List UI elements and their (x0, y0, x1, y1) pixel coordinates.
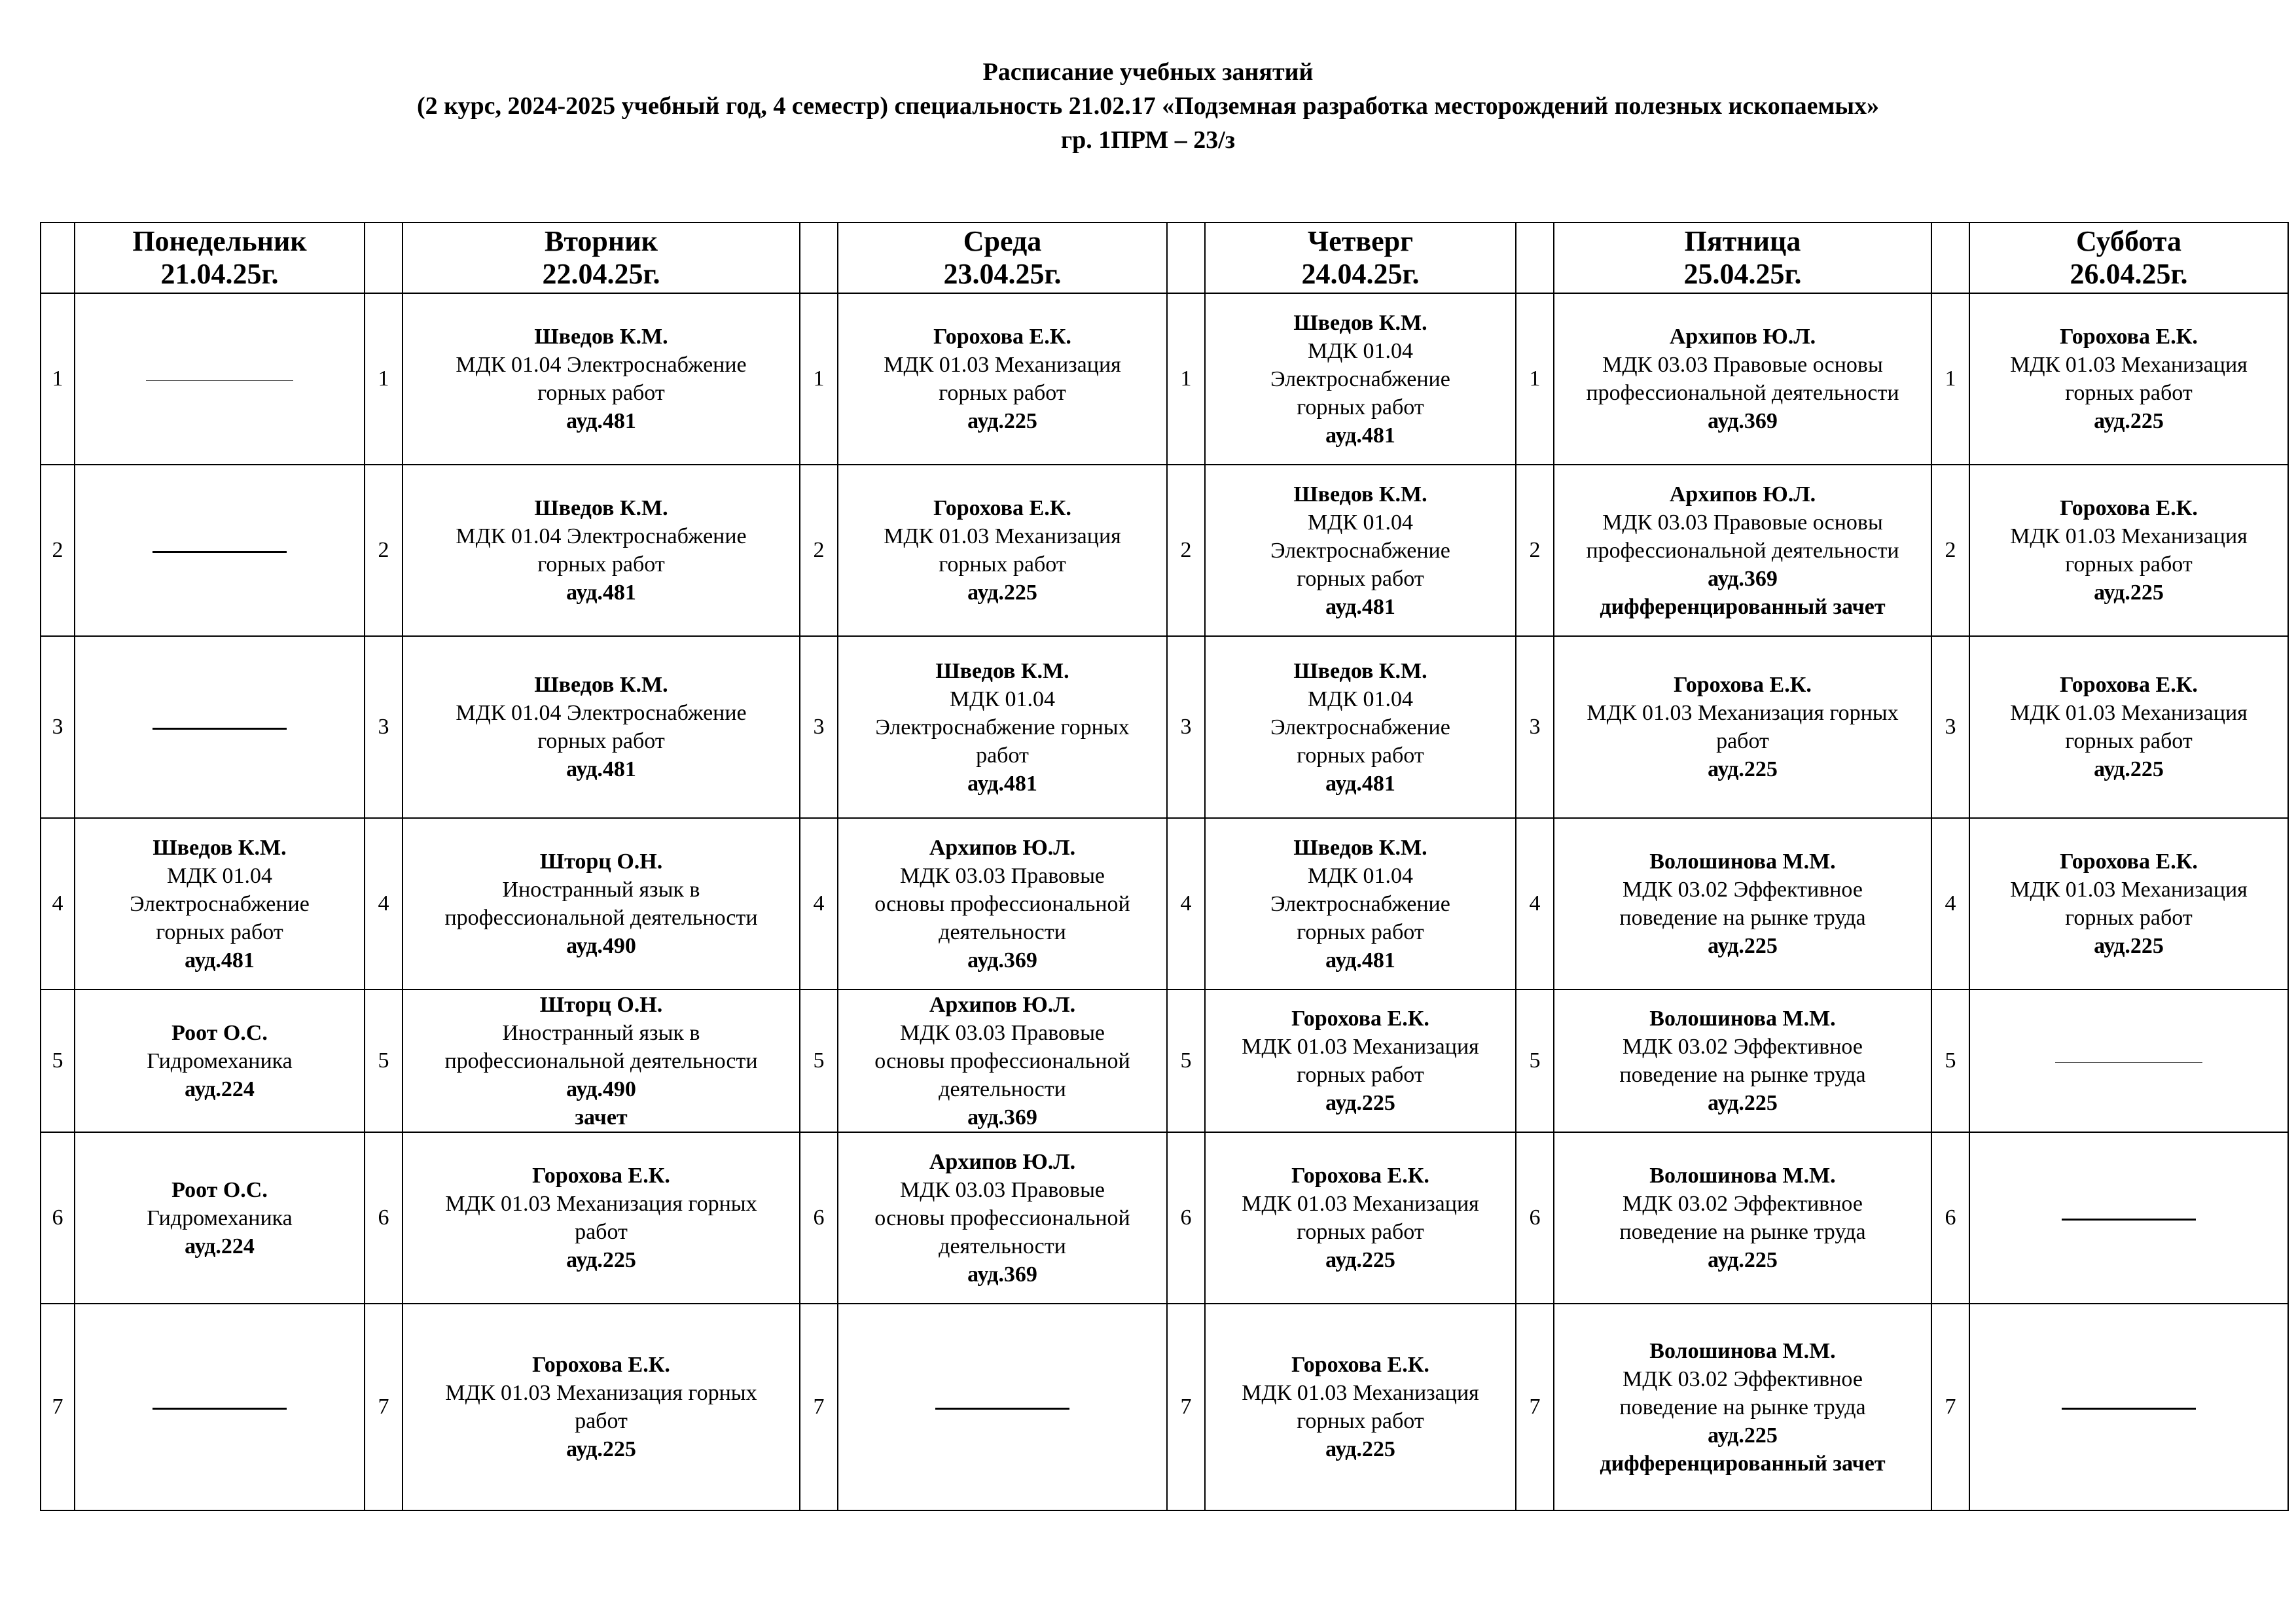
lesson-number: 2 (365, 465, 403, 636)
empty-slot-line (152, 728, 287, 730)
subject-line: МДК 03.02 Эффективное (1623, 1366, 1863, 1391)
subject-line: профессиональной деятельности (1586, 381, 1899, 405)
teacher-name: Горохова Е.К. (2060, 673, 2198, 697)
subject-line: Электроснабжение (1270, 891, 1450, 916)
empty-lesson-cell (838, 1304, 1167, 1510)
room-number: ауд.225 (566, 1248, 636, 1272)
room-number: ауд.224 (185, 1234, 255, 1258)
lesson-number: 6 (800, 1132, 838, 1304)
subject-line: горных работ (537, 381, 665, 405)
empty-lesson-cell (75, 636, 365, 818)
day-date: 21.04.25г. (160, 258, 279, 290)
subject-line: работ (575, 1409, 628, 1433)
lesson-cell (1554, 465, 1931, 636)
lesson-number: 3 (800, 636, 838, 818)
lesson-number: 4 (1167, 818, 1205, 990)
lesson-row (41, 990, 2288, 1132)
lesson-cell (1205, 818, 1516, 990)
room-number: ауд.225 (2094, 757, 2164, 781)
day-name: Среда (963, 225, 1042, 257)
subject-line: деятельности (939, 1077, 1066, 1101)
subject-line: Электроснабжение (1270, 366, 1450, 391)
empty-lesson-cell (1969, 1132, 2288, 1304)
teacher-name: Шведов К.М. (534, 496, 668, 520)
subject-line: Иностранный язык в (502, 1020, 700, 1045)
subject-line: МДК 03.03 Правовые (899, 863, 1105, 888)
teacher-name: Горохова Е.К. (2060, 496, 2198, 520)
room-number: ауд.225 (967, 580, 1037, 605)
subject-line: поведение на рынке труда (1619, 1220, 1866, 1244)
subject-line: МДК 01.03 Механизация горных (1587, 701, 1899, 725)
subject-line: работ (1716, 729, 1769, 753)
subject-line: горных работ (537, 552, 665, 577)
lesson-number: 2 (1516, 465, 1554, 636)
empty-slot-line (152, 1408, 287, 1410)
day-header-row (41, 223, 2288, 293)
lesson-number: 6 (365, 1132, 403, 1304)
lesson-number: 5 (1931, 990, 1969, 1132)
teacher-name: Шведов К.М. (935, 658, 1069, 683)
lesson-cell (403, 293, 800, 465)
lesson-cell (75, 818, 365, 990)
lesson-row (41, 1304, 2288, 1510)
lesson-number: 6 (1931, 1132, 1969, 1304)
room-number: ауд.225 (1325, 1091, 1395, 1115)
room-number: ауд.481 (967, 771, 1037, 796)
teacher-name: Горохова Е.К. (1291, 1164, 1429, 1188)
lesson-cell (1205, 1304, 1516, 1510)
subject-line: профессиональной деятельности (444, 1048, 758, 1073)
lesson-number: 1 (365, 293, 403, 465)
room-number: ауд.369 (1708, 566, 1778, 591)
lesson-number: 2 (800, 465, 838, 636)
teacher-name: Роот О.С. (171, 1177, 268, 1202)
subject-line: работ (575, 1220, 628, 1244)
lesson-cell (1205, 465, 1516, 636)
subject-line: деятельности (939, 919, 1066, 944)
lesson-number: 7 (1931, 1304, 1969, 1510)
day-header (403, 223, 800, 293)
day-name: Суббота (2075, 225, 2182, 257)
lesson-row (41, 636, 2288, 818)
lesson-number-header (365, 223, 403, 293)
subject-line: МДК 03.02 Эффективное (1623, 878, 1863, 902)
lesson-number: 1 (1167, 293, 1205, 465)
room-number: ауд.225 (1325, 1437, 1395, 1461)
lesson-number-header (1516, 223, 1554, 293)
subject-line: поведение на рынке труда (1619, 1395, 1866, 1419)
subject-line: горных работ (2065, 729, 2193, 753)
empty-slot-line (2055, 1062, 2202, 1063)
lesson-number: 1 (1516, 293, 1554, 465)
teacher-name: Шведов К.М. (1293, 482, 1427, 507)
room-number: ауд.481 (1325, 771, 1395, 796)
lesson-number: 4 (1931, 818, 1969, 990)
lesson-cell (1969, 293, 2288, 465)
teacher-name: Волошинова М.М. (1649, 1164, 1836, 1188)
subject-line: МДК 03.03 Правовые основы (1602, 510, 1883, 535)
subject-line: Электроснабжение (1270, 715, 1450, 740)
lesson-cell (1205, 990, 1516, 1132)
subject-line: горных работ (1297, 1220, 1424, 1244)
assessment-note: зачет (575, 1105, 628, 1130)
lesson-number: 7 (1516, 1304, 1554, 1510)
lesson-number-header (1167, 223, 1205, 293)
teacher-name: Горохова Е.К. (1291, 1353, 1429, 1377)
day-date: 24.04.25г. (1301, 258, 1420, 290)
subject-line: МДК 01.04 (1307, 510, 1414, 535)
teacher-name: Шведов К.М. (1293, 310, 1427, 335)
teacher-name: Горохова Е.К. (933, 496, 1071, 520)
subject-line: горных работ (2065, 906, 2193, 930)
subject-line: МДК 01.03 Механизация (1242, 1381, 1479, 1405)
teacher-name: Горохова Е.К. (1291, 1007, 1429, 1031)
day-header (838, 223, 1167, 293)
subject-line: МДК 03.03 Правовые (899, 1177, 1105, 1202)
lesson-cell (838, 465, 1167, 636)
lesson-cell (403, 465, 800, 636)
teacher-name: Роот О.С. (171, 1020, 268, 1045)
lesson-cell (838, 990, 1167, 1132)
lesson-number: 4 (800, 818, 838, 990)
subject-line: МДК 01.04 Электроснабжение (456, 353, 747, 377)
subject-line: МДК 01.03 Механизация (884, 524, 1121, 548)
teacher-name: Горохова Е.К. (1674, 673, 1812, 697)
day-header (75, 223, 365, 293)
teacher-name: Горохова Е.К. (933, 325, 1071, 349)
subject-line: горных работ (1297, 1409, 1424, 1433)
subject-line: МДК 01.04 (949, 687, 1056, 711)
teacher-name: Шторц О.Н. (539, 992, 663, 1017)
subject-line: горных работ (156, 919, 283, 944)
teacher-name: Архипов Ю.Л. (1669, 325, 1816, 349)
subject-line: МДК 01.03 Механизация (2010, 701, 2248, 725)
lesson-cell (1205, 293, 1516, 465)
room-number: ауд.369 (967, 948, 1037, 972)
teacher-name: Архипов Ю.Л. (929, 1149, 1076, 1174)
subject-line: горных работ (939, 381, 1066, 405)
room-number: ауд.224 (185, 1077, 255, 1101)
lesson-cell (403, 636, 800, 818)
room-number: ауд.369 (1708, 409, 1778, 433)
lesson-row (41, 465, 2288, 636)
room-number: ауд.225 (2094, 934, 2164, 958)
assessment-note: дифференцированный зачет (1600, 594, 1886, 619)
lesson-number: 3 (1167, 636, 1205, 818)
subject-line: МДК 01.04 (1307, 338, 1414, 363)
lesson-cell (838, 818, 1167, 990)
day-date: 22.04.25г. (542, 258, 660, 290)
subject-line: горных работ (2065, 381, 2193, 405)
subject-line: поведение на рынке труда (1619, 906, 1866, 930)
subject-line: горных работ (1297, 395, 1424, 419)
lesson-cell (838, 636, 1167, 818)
lesson-cell (1554, 990, 1931, 1132)
lesson-row (41, 818, 2288, 990)
empty-lesson-cell (1969, 990, 2288, 1132)
subject-line: основы профессиональной (874, 1048, 1130, 1073)
document-title: Расписание учебных занятий (982, 58, 1314, 86)
teacher-name: Шведов К.М. (1293, 658, 1427, 683)
subject-line: горных работ (939, 552, 1066, 577)
teacher-name: Архипов Ю.Л. (1669, 482, 1816, 507)
empty-slot-line (152, 551, 287, 553)
subject-line: Электроснабжение горных (875, 715, 1130, 740)
lesson-number: 3 (1516, 636, 1554, 818)
subject-line: горных работ (1297, 1063, 1424, 1087)
teacher-name: Волошинова М.М. (1649, 1007, 1836, 1031)
lesson-cell (1969, 818, 2288, 990)
room-number: ауд.225 (2094, 409, 2164, 433)
day-date: 25.04.25г. (1683, 258, 1802, 290)
room-number: ауд.225 (1708, 934, 1778, 958)
subject-line: МДК 01.03 Механизация (2010, 353, 2248, 377)
subject-line: МДК 01.04 (166, 863, 273, 888)
lesson-number: 5 (1516, 990, 1554, 1132)
subject-line: МДК 01.04 Электроснабжение (456, 524, 747, 548)
lesson-row (41, 293, 2288, 465)
room-number: ауд.225 (2094, 580, 2164, 605)
teacher-name: Волошинова М.М. (1649, 849, 1836, 874)
teacher-name: Волошинова М.М. (1649, 1338, 1836, 1363)
lesson-cell (1205, 636, 1516, 818)
subject-line: горных работ (1297, 919, 1424, 944)
lesson-cell (403, 1304, 800, 1510)
lesson-row (41, 1132, 2288, 1304)
room-number: ауд.225 (1708, 1423, 1778, 1448)
room-number: ауд.481 (1325, 423, 1395, 448)
room-number: ауд.369 (967, 1105, 1037, 1130)
room-number: ауд.225 (1708, 757, 1778, 781)
subject-line: МДК 01.04 (1307, 863, 1414, 888)
lesson-cell (403, 990, 800, 1132)
empty-slot-line (146, 380, 293, 381)
lesson-number: 2 (1167, 465, 1205, 636)
lesson-cell (75, 1132, 365, 1304)
lesson-cell (1969, 465, 2288, 636)
lesson-number: 1 (1931, 293, 1969, 465)
subject-line: Иностранный язык в (502, 878, 700, 902)
subject-line: МДК 01.03 Механизация (2010, 524, 2248, 548)
lesson-number: 1 (800, 293, 838, 465)
subject-line: МДК 01.03 Механизация (1242, 1035, 1479, 1059)
empty-lesson-cell (75, 465, 365, 636)
room-number: ауд.490 (566, 934, 636, 958)
lesson-number: 7 (1167, 1304, 1205, 1510)
lesson-number: 5 (41, 990, 75, 1132)
day-header (1554, 223, 1931, 293)
empty-lesson-cell (75, 293, 365, 465)
room-number: ауд.481 (185, 948, 255, 972)
lesson-cell (838, 1132, 1167, 1304)
subject-line: МДК 03.03 Правовые (899, 1020, 1105, 1045)
subject-line: горных работ (1297, 743, 1424, 768)
day-name: Четверг (1307, 225, 1414, 257)
lesson-number: 3 (41, 636, 75, 818)
lesson-number-header (1931, 223, 1969, 293)
subject-line: горных работ (537, 729, 665, 753)
lesson-number: 2 (1931, 465, 1969, 636)
lesson-cell (1554, 1132, 1931, 1304)
lesson-cell (1554, 818, 1931, 990)
subject-line: МДК 01.04 Электроснабжение (456, 701, 747, 725)
lesson-number: 3 (1931, 636, 1969, 818)
subject-line: МДК 03.03 Правовые основы (1602, 353, 1883, 377)
day-date: 26.04.25г. (2070, 258, 2188, 290)
teacher-name: Шведов К.М. (1293, 835, 1427, 860)
day-header (1205, 223, 1516, 293)
room-number: ауд.481 (1325, 948, 1395, 972)
lesson-number: 3 (365, 636, 403, 818)
assessment-note: дифференцированный зачет (1600, 1451, 1886, 1476)
subject-line: МДК 01.03 Механизация горных (445, 1381, 757, 1405)
lesson-number: 7 (41, 1304, 75, 1510)
teacher-name: Шторц О.Н. (539, 849, 663, 874)
lesson-number: 5 (800, 990, 838, 1132)
teacher-name: Горохова Е.К. (532, 1164, 670, 1188)
day-date: 23.04.25г. (943, 258, 1062, 290)
document-subtitle: (2 курс, 2024-2025 учебный год, 4 семестр) специальность 21.02.17 «Подземная разработка месторождений полезных ископаемых» (416, 92, 1880, 120)
subject-line: поведение на рынке труда (1619, 1063, 1866, 1087)
lesson-number: 4 (1516, 818, 1554, 990)
lesson-cell (1969, 636, 2288, 818)
lesson-number: 4 (365, 818, 403, 990)
subject-line: МДК 01.03 Механизация (1242, 1192, 1479, 1216)
empty-slot-line (2062, 1219, 2196, 1221)
teacher-name: Архипов Ю.Л. (929, 835, 1076, 860)
teacher-name: Горохова Е.К. (2060, 849, 2198, 874)
subject-line: профессиональной деятельности (1586, 538, 1899, 563)
subject-line: МДК 01.03 Механизация (2010, 878, 2248, 902)
subject-line: МДК 01.04 (1307, 687, 1414, 711)
empty-lesson-cell (75, 1304, 365, 1510)
room-number: ауд.225 (566, 1437, 636, 1461)
lesson-cell (403, 1132, 800, 1304)
subject-line: Электроснабжение (1270, 538, 1450, 563)
lesson-cell (1554, 636, 1931, 818)
subject-line: Электроснабжение (130, 891, 310, 916)
room-number: ауд.481 (1325, 594, 1395, 619)
room-number: ауд.481 (566, 409, 636, 433)
teacher-name: Шведов К.М. (534, 673, 668, 697)
lesson-number: 6 (1516, 1132, 1554, 1304)
subject-line: МДК 03.02 Эффективное (1623, 1035, 1863, 1059)
subject-line: профессиональной деятельности (444, 906, 758, 930)
lesson-number: 6 (1167, 1132, 1205, 1304)
subject-line: МДК 03.02 Эффективное (1623, 1192, 1863, 1216)
day-name: Пятница (1684, 225, 1801, 257)
schedule-table (40, 222, 2289, 1511)
subject-line: МДК 01.03 Механизация горных (445, 1192, 757, 1216)
room-number: ауд.225 (1708, 1091, 1778, 1115)
day-header (1969, 223, 2288, 293)
lesson-number-header (800, 223, 838, 293)
room-number: ауд.225 (1708, 1248, 1778, 1272)
lesson-number: 7 (800, 1304, 838, 1510)
lesson-number: 1 (41, 293, 75, 465)
subject-line: основы профессиональной (874, 891, 1130, 916)
day-name: Вторник (545, 225, 658, 257)
lesson-number: 2 (41, 465, 75, 636)
teacher-name: Горохова Е.К. (532, 1353, 670, 1377)
lesson-cell (1554, 293, 1931, 465)
lesson-number: 5 (1167, 990, 1205, 1132)
room-number: ауд.225 (1325, 1248, 1395, 1272)
lesson-number-header (41, 223, 75, 293)
lesson-cell (838, 293, 1167, 465)
group-label: гр. 1ПРМ – 23/з (1060, 126, 1236, 154)
subject-line: Гидромеханика (147, 1048, 293, 1073)
room-number: ауд.481 (566, 580, 636, 605)
lesson-number: 6 (41, 1132, 75, 1304)
empty-slot-line (2062, 1408, 2196, 1410)
lesson-number: 4 (41, 818, 75, 990)
subject-line: МДК 01.03 Механизация (884, 353, 1121, 377)
lesson-number: 5 (365, 990, 403, 1132)
subject-line: Гидромеханика (147, 1205, 293, 1230)
lesson-cell (1554, 1304, 1931, 1510)
empty-lesson-cell (1969, 1304, 2288, 1510)
subject-line: деятельности (939, 1234, 1066, 1258)
room-number: ауд.490 (566, 1077, 636, 1101)
lesson-cell (403, 818, 800, 990)
teacher-name: Архипов Ю.Л. (929, 992, 1076, 1017)
teacher-name: Шведов К.М. (534, 325, 668, 349)
document-header (0, 55, 2296, 157)
lesson-number: 7 (365, 1304, 403, 1510)
room-number: ауд.225 (967, 409, 1037, 433)
teacher-name: Шведов К.М. (152, 835, 287, 860)
room-number: ауд.481 (566, 757, 636, 781)
subject-line: работ (976, 743, 1029, 768)
subject-line: горных работ (2065, 552, 2193, 577)
lesson-cell (1205, 1132, 1516, 1304)
day-name: Понедельник (132, 225, 307, 257)
empty-slot-line (935, 1408, 1069, 1410)
lesson-cell (75, 990, 365, 1132)
room-number: ауд.369 (967, 1262, 1037, 1287)
subject-line: горных работ (1297, 566, 1424, 591)
teacher-name: Горохова Е.К. (2060, 325, 2198, 349)
subject-line: основы профессиональной (874, 1205, 1130, 1230)
